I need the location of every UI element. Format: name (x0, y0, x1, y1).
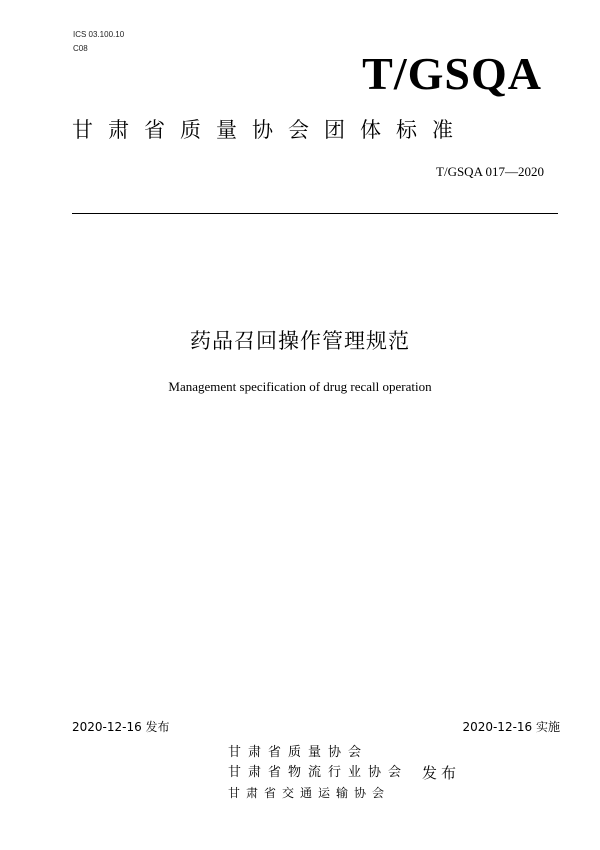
document-title-english: Management specification of drug recall operation (168, 379, 432, 394)
issue-date: 2020-12-16 发布 (72, 720, 170, 734)
standard-number: T/GSQA 017—2020 (436, 164, 544, 179)
publish-label: 发布 (422, 764, 461, 782)
publisher-list (228, 743, 408, 803)
ics-classification (73, 28, 124, 56)
header-divider (72, 213, 558, 214)
standard-brand-logo: T/GSQA (362, 48, 542, 99)
publisher-item: 甘肃省交通运输协会 (228, 786, 391, 800)
implementation-date: 2020-12-16 实施 (462, 720, 560, 734)
publisher-item: 甘肃省物流行业协会 (228, 765, 409, 780)
ccs-code: C08 (73, 44, 88, 53)
document-title-chinese: 药品召回操作管理规范 (190, 329, 410, 353)
organization-standard-title: 甘肃省质量协会团体标准 (72, 118, 468, 142)
ics-code: ICS 03.100.10 (73, 30, 125, 39)
publisher-item: 甘肃省质量协会 (228, 745, 369, 760)
